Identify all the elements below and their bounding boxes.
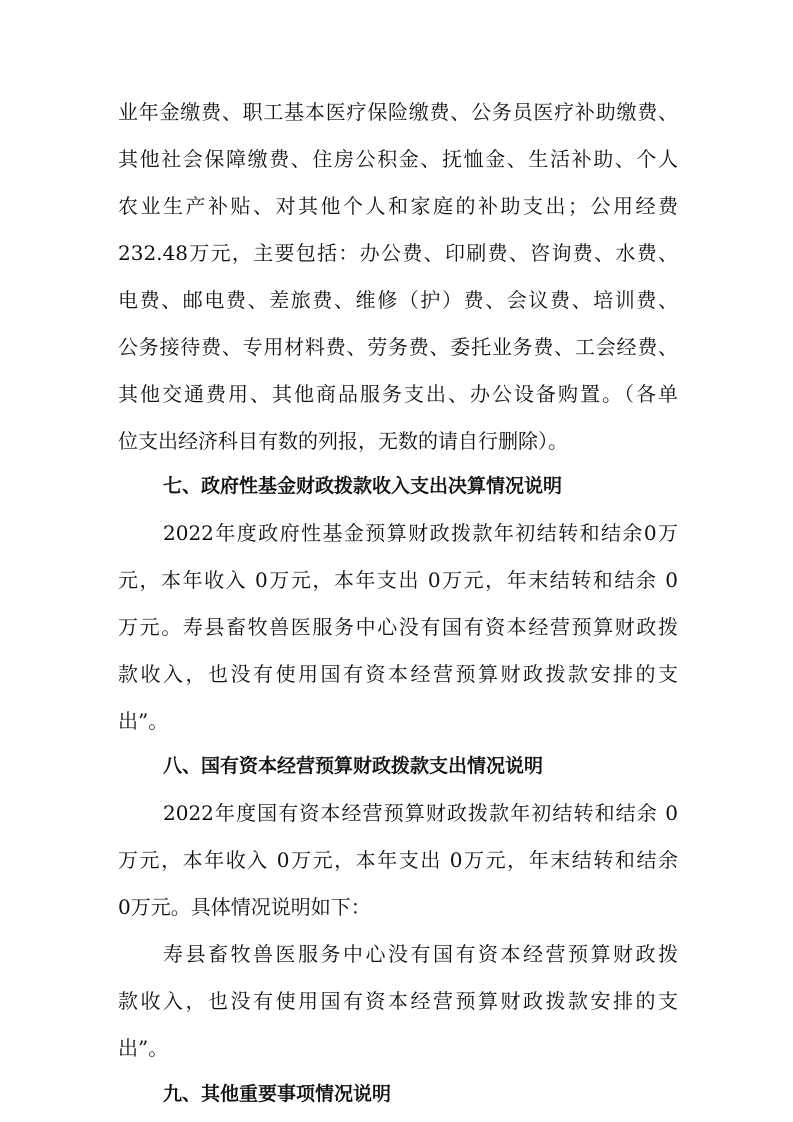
paragraph-line: 寿县畜牧兽医服务中心没有国有资本经营预算财政拨: [163, 942, 678, 966]
paragraph-line: 万元。寿县畜牧兽医服务中心没有国有资本经营预算财政拨: [118, 615, 678, 639]
paragraph-line: 农业生产补贴、对其他个人和家庭的补助支出；公用经费: [118, 194, 678, 218]
paragraph-line: 出”。: [118, 709, 169, 733]
paragraph-line: 电费、邮电费、差旅费、维修（护）费、会议费、培训费、: [118, 288, 678, 312]
section-heading-eight: 八、国有资本经营预算财政拨款支出情况说明: [163, 755, 544, 777]
paragraph-line: 位支出经济科目有数的列报，无数的请自行删除）。: [118, 429, 568, 453]
paragraph-line: 款收入，也没有使用国有资本经营预算财政拨款安排的支: [118, 662, 678, 686]
paragraph-line: 业年金缴费、职工基本医疗保险缴费、公务员医疗补助缴费、: [118, 100, 678, 124]
paragraph-line: 232.48万元，主要包括：办公费、印刷费、咨询费、水费、: [118, 241, 678, 265]
paragraph-line: 公务接待费、专用材料费、劳务费、委托业务费、工会经费、: [118, 335, 678, 359]
paragraph-line: 元，本年收入 0万元，本年支出 0万元，年末结转和结余 0: [118, 568, 678, 592]
section-heading-seven: 七、政府性基金财政拨款收入支出决算情况说明: [163, 475, 563, 497]
paragraph-line: 其他社会保障缴费、住房公积金、抚恤金、生活补助、个人: [118, 147, 678, 171]
paragraph-line: 0万元。具体情况说明如下：: [118, 895, 371, 919]
paragraph-line: 2022年度国有资本经营预算财政拨款年初结转和结余 0: [163, 801, 678, 825]
paragraph-line: 万元，本年收入 0万元，本年支出 0万元，年末结转和结余: [118, 848, 678, 872]
paragraph-line: 其他交通费用、其他商品服务支出、办公设备购置。（各单: [118, 382, 678, 406]
section-heading-nine: 九、其他重要事项情况说明: [163, 1083, 392, 1105]
paragraph-line: 款收入，也没有使用国有资本经营预算财政拨款安排的支: [118, 989, 678, 1013]
paragraph-line: 2022年度政府性基金预算财政拨款年初结转和结余0万: [163, 521, 678, 545]
paragraph-line: 出”。: [118, 1036, 169, 1060]
